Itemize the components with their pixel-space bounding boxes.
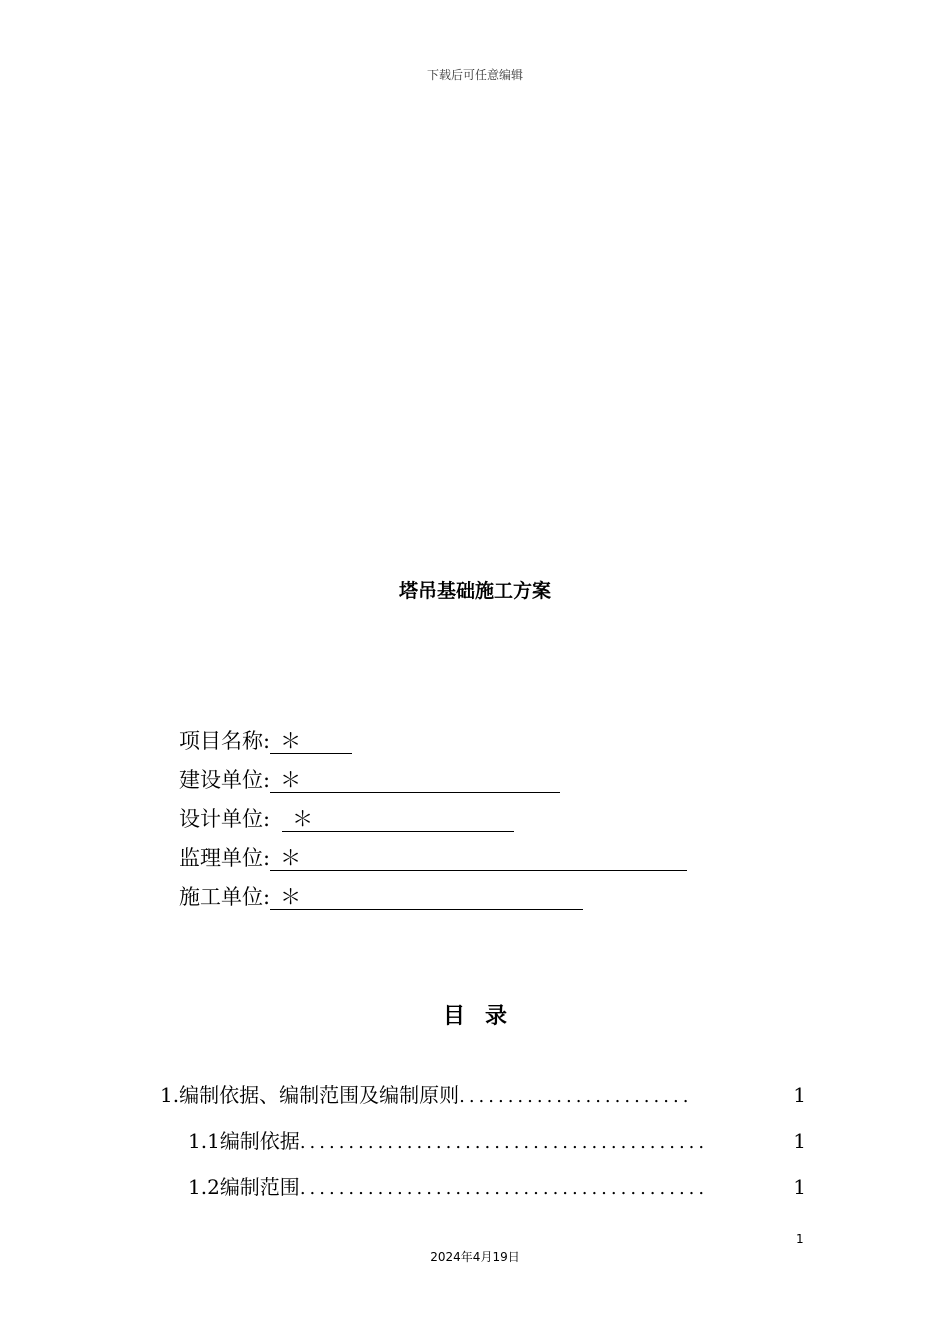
- toc-entry[interactable]: [160, 1078, 806, 1124]
- header-note: 下载后可任意编辑: [426, 68, 523, 82]
- info-row-contractor-unit: [179, 880, 687, 919]
- info-value-field: ＊: [270, 884, 583, 910]
- info-label: 设计单位: [179, 807, 263, 831]
- info-value-field: ＊: [270, 845, 687, 871]
- toc-page-number: 1: [793, 1129, 806, 1153]
- info-colon: :: [263, 846, 271, 870]
- info-value-field: ＊: [270, 728, 352, 754]
- info-colon: :: [263, 885, 271, 909]
- toc-entry-number: 1.: [160, 1083, 180, 1107]
- info-colon: :: [263, 768, 271, 792]
- toc-entry-number: 1.2: [188, 1175, 220, 1199]
- toc-entry[interactable]: [160, 1124, 806, 1170]
- toc-leader-dots: ..........................................: [299, 1132, 709, 1153]
- project-info-block: [179, 724, 687, 919]
- toc-page-number: 1: [793, 1083, 806, 1107]
- info-value-field: ＊: [270, 767, 560, 793]
- info-row-project-name: [179, 724, 687, 763]
- info-row-construction-unit: [179, 763, 687, 802]
- info-label: 施工单位: [179, 885, 263, 909]
- toc-leader-dots: ..........................................: [299, 1178, 709, 1199]
- info-label: 监理单位: [179, 846, 263, 870]
- toc-entry-number: 1.1: [188, 1129, 220, 1153]
- toc-page-number: 1: [793, 1175, 806, 1199]
- info-label: 建设单位: [179, 768, 263, 792]
- toc-title: 目录: [442, 1003, 527, 1029]
- info-row-design-unit: [179, 802, 687, 841]
- info-colon: :: [263, 729, 271, 753]
- info-label: 项目名称: [179, 729, 263, 753]
- info-colon: :: [263, 807, 271, 831]
- footer-date: 2024年4月19日: [430, 1250, 520, 1264]
- info-value-field: ＊: [282, 806, 514, 832]
- table-of-contents: [160, 1078, 806, 1216]
- toc-entry-text: 编制依据: [219, 1129, 300, 1153]
- toc-entry-text: 编制依据、编制范围及编制原则: [179, 1083, 460, 1107]
- toc-leader-dots: ........................: [459, 1086, 693, 1107]
- toc-entry[interactable]: [160, 1170, 806, 1216]
- page-number: 1: [796, 1232, 804, 1246]
- info-row-supervision-unit: [179, 841, 687, 880]
- document-title: 塔吊基础施工方案: [398, 580, 551, 602]
- toc-entry-text: 编制范围: [219, 1175, 300, 1199]
